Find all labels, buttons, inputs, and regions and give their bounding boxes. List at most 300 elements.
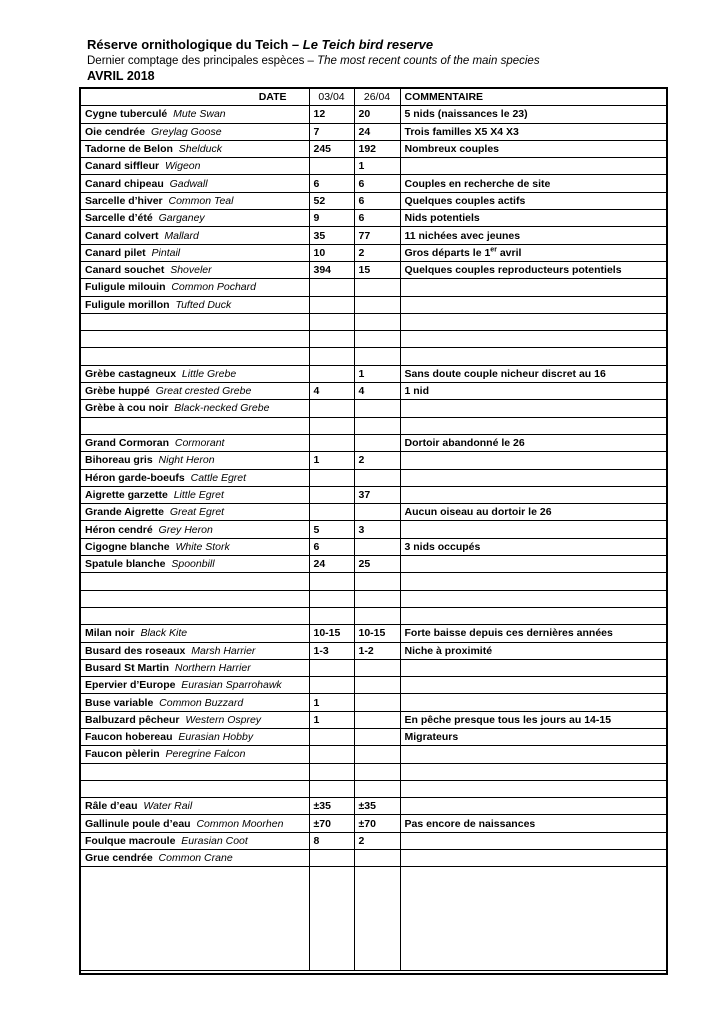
species-name-fr: Grande Aigrette (85, 506, 164, 519)
count-2604: 3 (354, 521, 400, 538)
count-0304 (309, 158, 354, 175)
table-row (81, 590, 666, 607)
count-0304: 10-15 (309, 625, 354, 642)
count-2604 (354, 348, 400, 365)
table-row (81, 746, 666, 763)
comment-cell (400, 850, 666, 867)
count-0304: 8 (309, 832, 354, 849)
species-name-fr: Fuligule morillon (85, 298, 170, 311)
count-0304 (309, 763, 354, 780)
species-name-en: Shoveler (170, 264, 212, 277)
comment-text: Migrateurs (404, 731, 459, 744)
comment-cell (400, 348, 666, 365)
count-0304 (309, 365, 354, 382)
table-row (81, 763, 666, 780)
comment-cell (400, 210, 666, 227)
comment-text: Quelques couples reproducteurs potentiels (404, 264, 622, 277)
table-row (81, 521, 666, 538)
species-name-en: Shelduck (178, 143, 222, 156)
comment-cell (400, 417, 666, 434)
count-2604: 77 (354, 227, 400, 244)
species-name-en: Black-necked Grebe (174, 402, 270, 415)
table-row (81, 192, 666, 209)
species-name-cell (81, 227, 309, 244)
species-name-cell (81, 504, 309, 521)
species-name-cell (81, 365, 309, 382)
species-name-cell (81, 383, 309, 400)
table-row (81, 780, 666, 797)
table-row (81, 383, 666, 400)
species-name-fr: Sarcelle d’hiver (85, 194, 163, 207)
count-2604 (354, 469, 400, 486)
species-name-fr: Canard souchet (85, 264, 165, 277)
comment-cell (400, 400, 666, 417)
count-0304: 394 (309, 261, 354, 278)
count-0304: 12 (309, 106, 354, 123)
species-name-fr: Fuligule milouin (85, 281, 166, 294)
table-row (81, 123, 666, 140)
count-2604: 2 (354, 244, 400, 261)
comment-cell (400, 711, 666, 728)
species-name-fr: Busard des roseaux (85, 644, 186, 657)
comment-cell (400, 556, 666, 573)
count-0304: 7 (309, 123, 354, 140)
table-row (81, 642, 666, 659)
species-name-cell (81, 573, 309, 590)
species-name-en: Peregrine Falcon (165, 748, 246, 761)
count-0304 (309, 279, 354, 296)
count-2604: 37 (354, 486, 400, 503)
species-name-en: Common Pochard (171, 281, 256, 294)
table-row (81, 158, 666, 175)
count-0304 (309, 469, 354, 486)
filler-rows (81, 867, 666, 971)
comment-text: Niche à proximité (404, 644, 493, 657)
comment-cell (400, 140, 666, 157)
count-0304: ±35 (309, 798, 354, 815)
count-0304: 6 (309, 175, 354, 192)
species-name-cell (81, 694, 309, 711)
count-2604: 15 (354, 261, 400, 278)
table-row (81, 348, 666, 365)
count-2604: 20 (354, 106, 400, 123)
table-row (81, 175, 666, 192)
count-2604: 10-15 (354, 625, 400, 642)
comment-cell (400, 383, 666, 400)
count-2604: 6 (354, 192, 400, 209)
species-name-cell (81, 659, 309, 676)
table-row (81, 538, 666, 555)
species-name-cell (81, 486, 309, 503)
count-0304 (309, 486, 354, 503)
count-2604 (354, 590, 400, 607)
count-0304: 24 (309, 556, 354, 573)
count-2604 (354, 313, 400, 330)
species-name-en: Northern Harrier (174, 661, 251, 674)
comment-cell (400, 694, 666, 711)
species-name-cell (81, 434, 309, 451)
count-0304 (309, 417, 354, 434)
species-name-fr: Râle d’eau (85, 800, 138, 813)
table-row (81, 711, 666, 728)
table-row (81, 417, 666, 434)
count-2604: 2 (354, 832, 400, 849)
species-name-fr: Busard St Martin (85, 661, 170, 674)
species-name-cell (81, 642, 309, 659)
count-2604 (354, 400, 400, 417)
comment-cell (400, 434, 666, 451)
species-name-en: Little Egret (173, 488, 224, 501)
table-row (81, 677, 666, 694)
species-name-cell (81, 158, 309, 175)
species-name-cell (81, 607, 309, 624)
species-name-en: Cormorant (174, 437, 225, 450)
comment-cell (400, 815, 666, 832)
count-0304: 10 (309, 244, 354, 261)
comment-cell (400, 279, 666, 296)
species-name-cell (81, 832, 309, 849)
comment-cell (400, 504, 666, 521)
count-0304 (309, 348, 354, 365)
species-name-en: Pintail (151, 246, 181, 259)
header-date-1: 03/04 (309, 89, 354, 106)
count-2604 (354, 279, 400, 296)
comment-cell (400, 728, 666, 745)
species-name-en: Night Heron (158, 454, 215, 467)
count-0304: 245 (309, 140, 354, 157)
species-name-cell (81, 175, 309, 192)
header-date-2: 26/04 (354, 89, 400, 106)
count-0304 (309, 607, 354, 624)
species-name-fr: Canard chipeau (85, 177, 164, 190)
count-2604 (354, 331, 400, 348)
species-name-en: Spoonbill (171, 558, 215, 571)
comment-cell (400, 123, 666, 140)
comment-cell (400, 469, 666, 486)
species-name-fr: Héron garde-boeufs (85, 471, 185, 484)
comment-text: Couples en recherche de site (404, 177, 551, 190)
document-subtitle (87, 53, 540, 69)
count-2604: 25 (354, 556, 400, 573)
count-0304: 4 (309, 383, 354, 400)
species-name-en: Marsh Harrier (191, 644, 256, 657)
count-0304: 52 (309, 192, 354, 209)
species-name-fr: Canard pilet (85, 246, 146, 259)
table-row (81, 261, 666, 278)
table-row (81, 815, 666, 832)
species-name-fr: Canard siffleur (85, 160, 160, 173)
count-2604 (354, 538, 400, 555)
count-0304: 1 (309, 711, 354, 728)
count-2604 (354, 780, 400, 797)
count-0304: 1 (309, 452, 354, 469)
comment-cell (400, 538, 666, 555)
species-name-en: Little Grebe (181, 367, 237, 380)
table-row (81, 607, 666, 624)
species-name-fr: Faucon hobereau (85, 731, 173, 744)
species-name-en: Grey Heron (158, 523, 213, 536)
comment-cell (400, 106, 666, 123)
count-2604 (354, 607, 400, 624)
count-0304: ±70 (309, 815, 354, 832)
species-name-cell (81, 400, 309, 417)
comment-text: Trois familles X5 X4 X3 (404, 125, 519, 138)
table-row (81, 331, 666, 348)
subtitle-en: The most recent counts of the main species (317, 55, 540, 67)
count-2604: 6 (354, 175, 400, 192)
table-row (81, 832, 666, 849)
species-name-cell (81, 331, 309, 348)
count-2604: 1 (354, 158, 400, 175)
table-row (81, 798, 666, 815)
count-2604 (354, 746, 400, 763)
table-row (81, 227, 666, 244)
count-0304 (309, 659, 354, 676)
title-fr: Réserve ornithologique du Teich – (87, 37, 303, 52)
count-2604 (354, 659, 400, 676)
table-row (81, 728, 666, 745)
count-2604: 2 (354, 452, 400, 469)
count-0304: 6 (309, 538, 354, 555)
comment-cell (400, 832, 666, 849)
species-name-en: Common Buzzard (159, 696, 244, 709)
comment-cell (400, 244, 666, 261)
comment-text: 5 nids (naissances le 23) (404, 108, 528, 121)
count-2604: ±35 (354, 798, 400, 815)
comment-text: Sans doute couple nicheur discret au 16 (404, 367, 606, 380)
count-0304 (309, 728, 354, 745)
species-name-en: Eurasian Coot (181, 834, 248, 847)
count-2604: 24 (354, 123, 400, 140)
species-name-en: Common Moorhen (196, 817, 284, 830)
count-0304 (309, 780, 354, 797)
species-name-en: Eurasian Sparrohawk (181, 679, 282, 692)
comment-text: Nombreux couples (404, 143, 500, 156)
comment-cell (400, 798, 666, 815)
species-name-en: Tufted Duck (175, 298, 232, 311)
count-0304 (309, 313, 354, 330)
species-name-fr: Bihoreau gris (85, 454, 153, 467)
comment-text: Dortoir abandonné le 26 (404, 437, 525, 450)
species-name-cell (81, 417, 309, 434)
comment-cell (400, 625, 666, 642)
table-row (81, 469, 666, 486)
species-name-fr: Milan noir (85, 627, 135, 640)
table-row (81, 365, 666, 382)
comment-text: 3 nids occupés (404, 540, 481, 553)
comment-cell (400, 659, 666, 676)
comment-cell (400, 175, 666, 192)
table-row (81, 296, 666, 313)
count-0304: 5 (309, 521, 354, 538)
document-header (87, 36, 540, 84)
species-name-cell (81, 279, 309, 296)
species-name-en: Western Osprey (185, 713, 262, 726)
species-name-fr: Grèbe castagneux (85, 367, 177, 380)
species-name-cell (81, 780, 309, 797)
comment-cell (400, 590, 666, 607)
count-2604: ±70 (354, 815, 400, 832)
table-row (81, 659, 666, 676)
comment-cell (400, 780, 666, 797)
count-2604: 192 (354, 140, 400, 157)
comment-cell (400, 261, 666, 278)
species-name-fr: Grand Cormoran (85, 437, 170, 450)
count-0304: 9 (309, 210, 354, 227)
species-name-cell (81, 815, 309, 832)
comment-text: 11 nichées avec jeunes (404, 229, 521, 242)
count-2604 (354, 694, 400, 711)
table-row (81, 140, 666, 157)
species-name-en: Greylag Goose (150, 125, 222, 138)
table-row (81, 400, 666, 417)
species-name-fr: Sarcelle d’été (85, 212, 153, 225)
count-2604 (354, 677, 400, 694)
species-name-en: Eurasian Hobby (178, 731, 254, 744)
species-name-fr: Spatule blanche (85, 558, 166, 571)
species-name-cell (81, 625, 309, 642)
table-row (81, 313, 666, 330)
species-name-cell (81, 677, 309, 694)
table-row (81, 486, 666, 503)
species-name-cell (81, 798, 309, 815)
table-row (81, 850, 666, 867)
comment-text: Nids potentiels (404, 212, 480, 225)
species-name-cell (81, 123, 309, 140)
comment-cell (400, 313, 666, 330)
comment-cell (400, 677, 666, 694)
comment-text: En pêche presque tous les jours au 14-15 (404, 713, 612, 726)
comment-cell (400, 452, 666, 469)
species-name-en: Great crested Grebe (155, 385, 252, 398)
count-0304 (309, 573, 354, 590)
species-name-cell (81, 711, 309, 728)
comment-cell (400, 158, 666, 175)
count-0304 (309, 677, 354, 694)
count-0304 (309, 590, 354, 607)
table-row (81, 106, 666, 123)
species-name-en: White Stork (175, 540, 230, 553)
species-name-en: Cattle Egret (190, 471, 247, 484)
comment-text: Aucun oiseau au dortoir le 26 (404, 506, 552, 519)
comment-cell (400, 642, 666, 659)
count-2604 (354, 763, 400, 780)
species-name-cell (81, 452, 309, 469)
header-date: DATE (81, 89, 309, 106)
table-row (81, 556, 666, 573)
comment-cell (400, 521, 666, 538)
species-name-en: Common Teal (168, 194, 234, 207)
count-0304 (309, 746, 354, 763)
species-name-en: Great Egret (169, 506, 225, 519)
counts-table-frame (79, 87, 668, 975)
species-name-fr: Canard colvert (85, 229, 159, 242)
count-0304 (309, 504, 354, 521)
count-2604 (354, 434, 400, 451)
species-name-en: Gadwall (169, 177, 208, 190)
comment-cell (400, 227, 666, 244)
table-row (81, 625, 666, 642)
title-en: Le Teich bird reserve (302, 37, 434, 52)
count-2604 (354, 850, 400, 867)
species-name-cell (81, 556, 309, 573)
species-name-en: Mallard (164, 229, 199, 242)
species-name-fr: Grèbe huppé (85, 385, 150, 398)
comment-superscript: er (490, 246, 497, 254)
count-0304 (309, 296, 354, 313)
species-name-cell (81, 728, 309, 745)
count-0304 (309, 434, 354, 451)
comment-cell (400, 296, 666, 313)
table-filler-row (81, 867, 666, 971)
count-2604: 1-2 (354, 642, 400, 659)
species-name-fr: Oie cendrée (85, 125, 146, 138)
species-name-fr: Epervier d’Europe (85, 679, 176, 692)
species-name-cell (81, 590, 309, 607)
count-2604: 6 (354, 210, 400, 227)
count-2604 (354, 573, 400, 590)
comment-text-continued: avril (496, 246, 522, 259)
document-title (87, 36, 540, 53)
count-2604: 1 (354, 365, 400, 382)
table-row (81, 573, 666, 590)
species-name-en: Black Kite (140, 627, 188, 640)
count-0304: 1-3 (309, 642, 354, 659)
table-row (81, 434, 666, 451)
comment-cell (400, 573, 666, 590)
species-name-cell (81, 106, 309, 123)
species-name-fr: Héron cendré (85, 523, 153, 536)
comment-text: 1 nid (404, 385, 430, 398)
count-2604: 4 (354, 383, 400, 400)
species-name-fr: Faucon pèlerin (85, 748, 160, 761)
comment-cell (400, 331, 666, 348)
comment-cell (400, 607, 666, 624)
count-0304: 1 (309, 694, 354, 711)
species-name-cell (81, 296, 309, 313)
species-name-fr: Aigrette garzette (85, 488, 168, 501)
species-name-cell (81, 348, 309, 365)
species-name-fr: Foulque macroule (85, 834, 176, 847)
count-2604 (354, 504, 400, 521)
comment-text: Pas encore de naissances (404, 817, 536, 830)
species-name-cell (81, 244, 309, 261)
month-label: AVRIL 2018 (87, 69, 155, 83)
table-row (81, 694, 666, 711)
count-2604 (354, 711, 400, 728)
species-name-fr: Balbuzard pêcheur (85, 713, 180, 726)
species-name-cell (81, 313, 309, 330)
table-header-row (81, 89, 666, 106)
comment-cell (400, 192, 666, 209)
species-name-cell (81, 746, 309, 763)
species-name-cell (81, 850, 309, 867)
species-name-cell (81, 521, 309, 538)
count-0304 (309, 850, 354, 867)
species-name-en: Garganey (158, 212, 205, 225)
species-name-en: Water Rail (143, 800, 193, 813)
comment-text: Quelques couples actifs (404, 194, 526, 207)
species-name-fr: Grèbe à cou noir (85, 402, 169, 415)
count-0304: 35 (309, 227, 354, 244)
counts-table (81, 89, 666, 971)
subtitle-fr: Dernier comptage des principales espèces – (87, 55, 318, 67)
comment-cell (400, 365, 666, 382)
species-name-fr: Cygne tuberculé (85, 108, 168, 121)
table-row (81, 452, 666, 469)
count-0304 (309, 400, 354, 417)
species-name-cell (81, 261, 309, 278)
